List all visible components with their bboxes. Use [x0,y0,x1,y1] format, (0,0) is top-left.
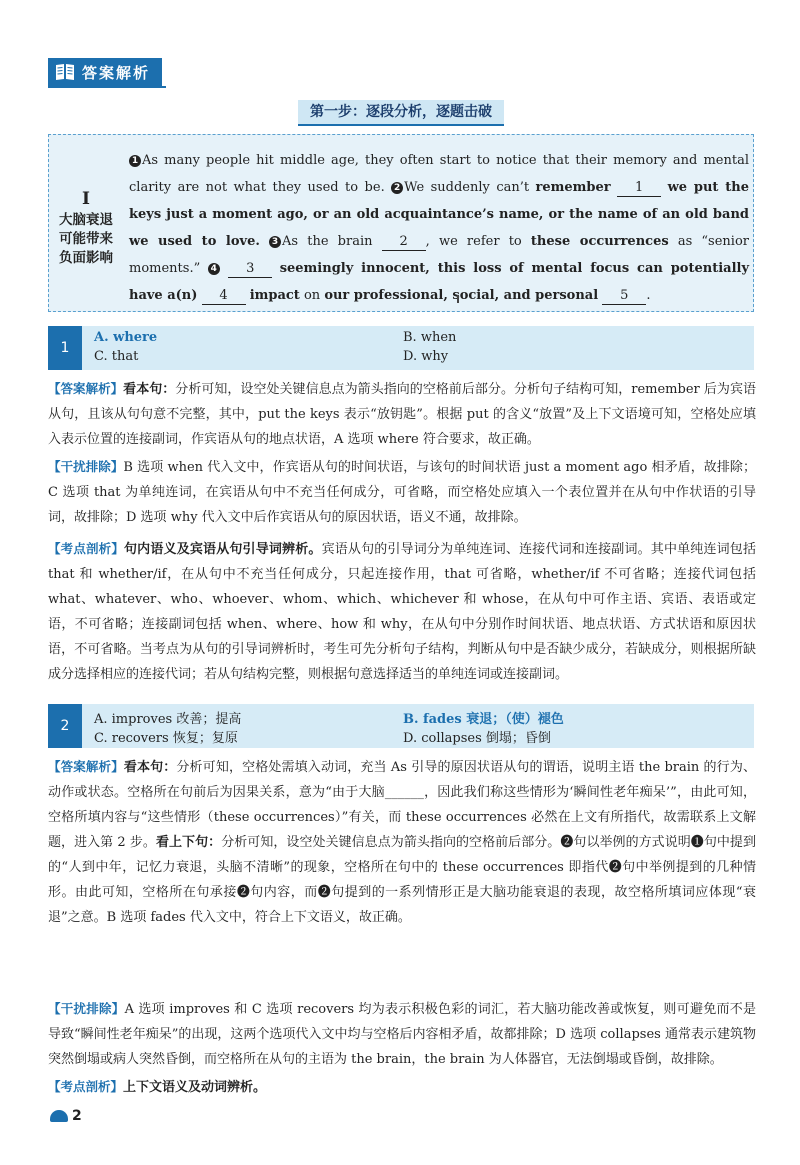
sentence-4c: on [303,288,321,303]
question-2-options [48,704,754,748]
sentence-marker: 1 [129,155,141,167]
analysis-lead: 看本句： [123,760,177,775]
sentence-marker: 2 [391,182,403,194]
tag-answer-analysis: 【答案解析】 [48,381,124,396]
q1-point [48,536,756,687]
point-text: 上下文语义及动词辨析。 [123,1080,267,1095]
page-number: 2 [72,1108,82,1124]
blank-5: 5 [602,288,646,305]
analysis-text: 分析可知，设空处关键信息点为箭头指向的空格前后部分。分析句子结构可知，remember 后为宾语从句，且该从句句意不完整，其中，put the keys 表示“放钥匙”。根据 put 的含义“放置”及上下文语境可知，空格处应填入表示位置的连接副词，作宾语从句的地点状语，A 选项 where 符合要求，故正确。 [48,382,756,447]
sentence-2a: We suddenly can’t [404,180,530,195]
analysis-text-a: 分析可知，空格处需填入动词，充当 As 引导的原因状语从句的谓语，说明主语 the brain 的行为、动作或状态。空格所在句前后为因果关系，意为“由于大脑______，因此我们称这些情形为‘瞬间性老年痴呆’”，由此可知，空格所填内容与“这些情形（these occurrences）”有关，而 these occurrences 必然在上文有所指代，故需联系上文解题，进入第 2 步。 [48,760,756,850]
sentence-3d: as “senior moments.” [129,234,749,276]
analysis-text-b: 分析可知，设空处关键信息点为箭头指向的空格前后部分。❷句以举例的方式说明❶句中提到的“人到中年，记忆力衰退，头脑不清晰”的现象，空格所在句中的 these occurrences 即指代❷句中举例提到的几种情形。由此可知，空格所在句承接❷句内容，而❷句提到的一系列情形正是大脑功能衰退的表现，故空格所填词应体现“衰退”之意。B 选项 fades 代入文中，符合上下文语义，故正确。 [48,835,756,925]
sentence-3b: , we refer to [425,234,522,249]
keyword-remember: remember [535,180,611,195]
blank-1: 1 [617,180,661,197]
sentence-4b: impact [249,288,300,303]
question-number: 1 [48,326,82,370]
option-d: D. why [403,349,449,364]
arrow-pointer [457,295,459,303]
header-title: 答案解析 [82,63,151,82]
blank-2: 2 [382,234,426,251]
option-b: B. fades 衰退；（使）褪色 [403,712,564,727]
blank-3: 3 [228,261,272,278]
option-d: D. collapses 倒塌；昏倒 [403,731,551,746]
tag-exclude: 【干扰排除】 [48,1001,125,1016]
option-a: A. where [94,330,158,345]
sentence-4a: seemingly innocent, this loss of mental focus can potentially have a(n) [129,261,749,303]
tag-point: 【考点剖析】 [48,1079,124,1094]
sentence-1: As many people hit middle age, they often start to notice that their memory and mental clarity are not what they used to be. [129,153,749,195]
analysis-lead: 看本句： [123,382,176,397]
sentence-3a: As the brain [282,234,373,249]
step-banner: 第一步：逐段分析，逐题击破 [298,100,504,126]
page-footer [50,1108,82,1124]
exclude-text: A 选项 improves 和 C 选项 recovers 均为表示积极色彩的词汇，若大脑功能改善或恢复，则可避免而不是导致“瞬间性老年痴呆”的出现，这两个选项代入文中均与空格后内容相矛盾，故都排除；D 选项 collapses 通常表示建筑物突然倒塌或病人突然昏倒，而空格所在从句的主语为 the brain，the brain 为人体器官，无法倒塌或昏倒，故排除。 [48,1002,756,1067]
tag-point: 【考点剖析】 [48,541,125,556]
sentence-2c: we put the keys just a moment ago, or an old acquaintance’s name, or the name of an old band we used to love. [129,180,749,249]
question-1-options [48,326,754,370]
point-text: 宾语从句的引导词分为单纯连词、连接代词和连接副词。其中单纯连词包括 that 和 whether/if，在从句中不充当任何成分，只起连接作用，that 可省略，whether/if 不可省略；连接代词包括 what、whatever、who、whoever、whom、which、whichever 和 whose，在从句中可作主语、宾语、表语或定语，不可省略；连接副词包括 when、where、how 和 why，在从句中分别作时间状语、地点状语、方式状语和原因状语，不可省略。当考点为从句的引导词辨析时，考生可先分析句子结构，判断从句中是否缺少成分，若缺成分，则根据所缺成分选择相应的连接代词；若从句结构完整，则根据句意选择适当的单纯连词或连接副词。 [48,542,756,682]
sentence-4e: . [646,288,651,303]
analysis-lead-2: 看上下句： [155,835,222,850]
point-lead: 句内语义及宾语从句引导词辨析。 [124,542,322,557]
header-underline [48,86,166,88]
passage-text [129,147,749,309]
shoe-icon [50,1110,68,1122]
q2-exclude [48,996,756,1072]
section-header [48,58,162,86]
passage-box [48,134,754,312]
tag-exclude: 【干扰排除】 [48,459,124,474]
option-b: B. when [403,330,457,345]
q1-exclude [48,454,756,530]
passage-paragraph-label [49,135,123,311]
question-number: 2 [48,704,82,748]
sentence-marker: 3 [269,236,281,248]
sentence-marker: 4 [208,263,220,275]
sentence-4d: our professional, social, and personal [324,288,599,303]
option-a: A. improves 改善；提高 [94,712,242,727]
book-icon [54,62,76,82]
blank-4: 4 [202,288,246,305]
option-c: C. recovers 恢复；复原 [94,731,238,746]
exclude-text: B 选项 when 代入文中，作宾语从句的时间状语，与该句的时间状语 just a moment ago 相矛盾，故排除；C 选项 that 为单纯连词，在宾语从句中不充当任何成分，可省略，而空格处应填入一个表位置并在从句中作状语的引导词，故排除；D 选项 why 代入文中后作宾语从句的原因状语，语义不通，故排除。 [48,460,756,525]
paragraph-number: I [82,189,90,209]
keyword-occurrences: these occurrences [530,234,669,249]
q2-analysis [48,754,756,930]
paragraph-summary: 大脑衰退可能带来负面影响 [59,212,113,266]
tag-answer-analysis: 【答案解析】 [48,759,124,774]
q2-point [48,1074,756,1100]
q1-analysis [48,376,756,452]
option-c: C. that [94,349,139,364]
